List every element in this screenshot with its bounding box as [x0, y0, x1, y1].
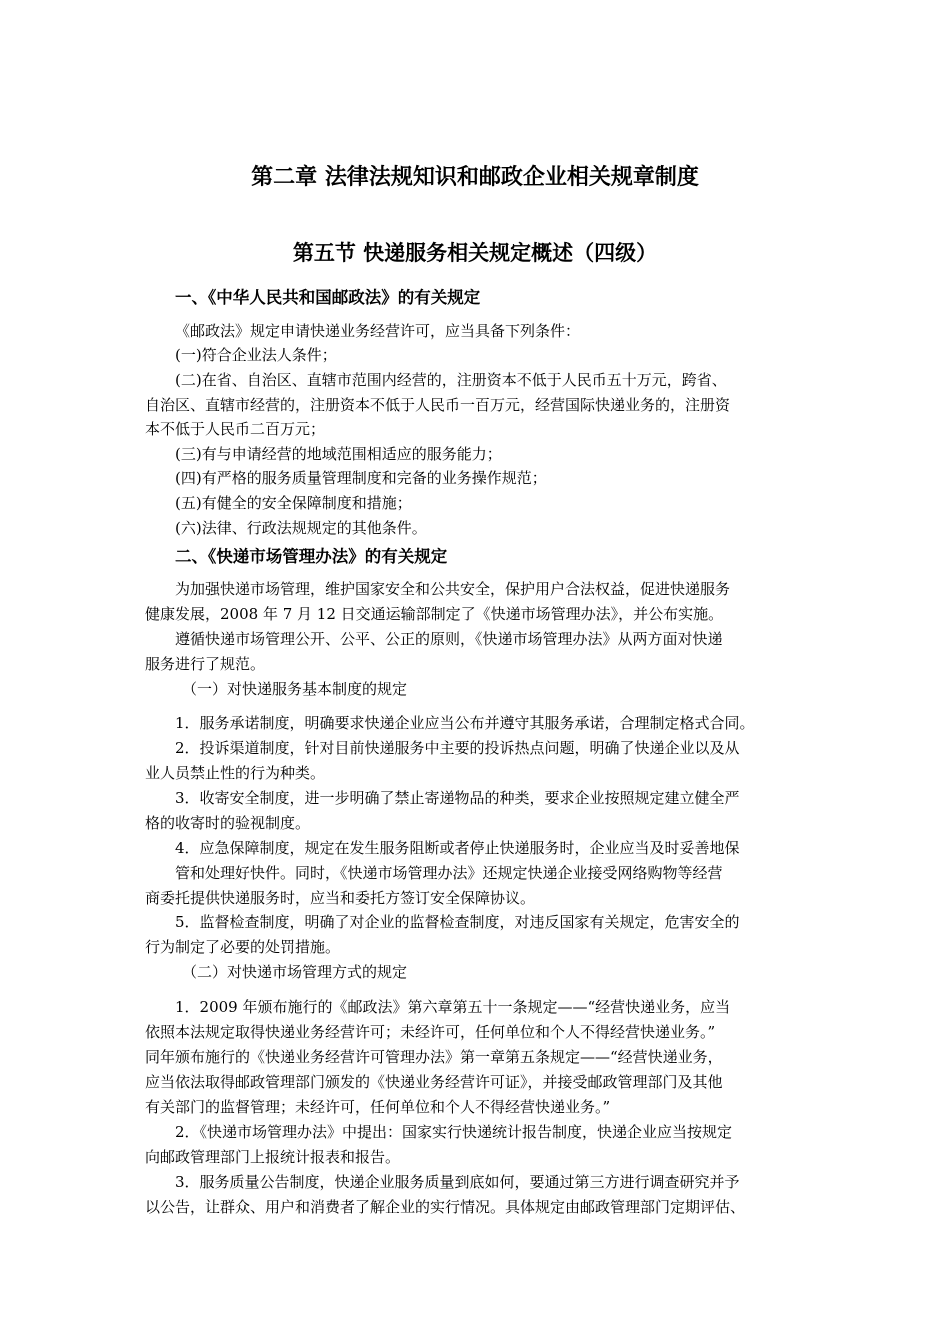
paragraph-line: 自治区、直辖市经营的，注册资本不低于人民币一百万元，经营国际快递业务的，注册资 — [145, 396, 731, 414]
part2-heading: 二、《快递市场管理办法》的有关规定 — [175, 547, 448, 566]
subsection-heading: （一）对快递服务基本制度的规定 — [182, 680, 408, 698]
section-title: 第五节 快递服务相关规定概述（四级） — [292, 241, 658, 265]
paragraph-line: 1．2009 年颁布施行的《邮政法》第六章第五十一条规定——“经营快递业务，应当 — [175, 998, 731, 1016]
paragraph-line: (二)在省、自治区、直辖市范围内经营的，注册资本不低于人民币五十万元，跨省、 — [175, 371, 727, 389]
paragraph-line: 3．收寄安全制度，进一步明确了禁止寄递物品的种类，要求企业按照规定建立健全严 — [175, 789, 740, 807]
paragraph-line: (三)有与申请经营的地域范围相适应的服务能力； — [175, 445, 502, 463]
part1-heading: 一、《中华人民共和国邮政法》的有关规定 — [175, 288, 481, 307]
chapter-title: 第二章 法律法规知识和邮政企业相关规章制度 — [251, 165, 699, 190]
paragraph-line: 管和处理好快件。同时，《快递市场管理办法》还规定快递企业接受网络购物等经营 — [175, 864, 723, 882]
paragraph-line: 《邮政法》规定申请快递业务经营许可，应当具备下列条件： — [175, 322, 581, 340]
paragraph-line: 向邮政管理部门上报统计报表和报告。 — [145, 1148, 401, 1166]
paragraph-line: 3．服务质量公告制度，快递企业服务质量到底如何，要通过第三方进行调查研究并予 — [175, 1173, 740, 1191]
paragraph-line: 服务进行了规范。 — [145, 655, 266, 673]
paragraph-line: 依照本法规定取得快递业务经营许可；未经许可，任何单位和个人不得经营快递业务。” — [145, 1023, 716, 1041]
paragraph-line: 1．服务承诺制度，明确要求快递企业应当公布并遵守其服务承诺，合理制定格式合同。 — [175, 714, 755, 732]
paragraph-line: 格的收寄时的验视制度。 — [145, 814, 311, 832]
paragraph-line: (五)有健全的安全保障制度和措施； — [175, 494, 412, 512]
paragraph-line: 遵循快递市场管理公开、公平、公正的原则，《快递市场管理办法》从两方面对快递 — [175, 630, 723, 648]
paragraph-line: (四)有严格的服务质量管理制度和完备的业务操作规范； — [175, 469, 547, 487]
paragraph-line: 业人员禁止性的行为种类。 — [145, 764, 326, 782]
paragraph-line: 为加强快递市场管理，维护国家安全和公共安全，保护用户合法权益，促进快递服务 — [175, 580, 731, 598]
paragraph-line: 本不低于人民币二百万元； — [145, 420, 326, 438]
paragraph-line: 2．投诉渠道制度，针对目前快递服务中主要的投诉热点问题，明确了快递企业以及从 — [175, 739, 740, 757]
paragraph-line: 商委托提供快递服务时，应当和委托方签订安全保障协议。 — [145, 889, 536, 907]
paragraph-line: 4．应急保障制度，规定在发生服务阻断或者停止快递服务时，企业应当及时妥善地保 — [175, 839, 740, 857]
paragraph-line: 以公告，让群众、用户和消费者了解企业的实行情况。具体规定由邮政管理部门定期评估、 — [145, 1198, 746, 1216]
paragraph-line: 行为制定了必要的处罚措施。 — [145, 938, 341, 956]
paragraph-line: 健康发展，2008 年 7 月 12 日交通运输部制定了《快递市场管理办法》，并公布实施。 — [145, 605, 724, 623]
subsection-heading: （二）对快递市场管理方式的规定 — [182, 963, 408, 981]
paragraph-line: 应当依法取得邮政管理部门颁发的《快递业务经营许可证》，并接受邮政管理部门及其他 — [145, 1073, 723, 1091]
paragraph-line: (六)法律、行政法规规定的其他条件。 — [175, 519, 427, 537]
paragraph-line: 2．《快递市场管理办法》中提出：国家实行快递统计报告制度，快递企业应当按规定 — [175, 1123, 733, 1141]
paragraph-line: 有关部门的监督管理；未经许可，任何单位和个人不得经营快递业务。” — [145, 1098, 611, 1116]
paragraph-line: (一)符合企业法人条件； — [175, 346, 337, 364]
paragraph-line: 5．监督检查制度，明确了对企业的监督检查制度，对违反国家有关规定，危害安全的 — [175, 913, 740, 931]
paragraph-line: 同年颁布施行的《快递业务经营许可管理办法》第一章第五条规定——“经营快递业务， — [145, 1048, 723, 1066]
